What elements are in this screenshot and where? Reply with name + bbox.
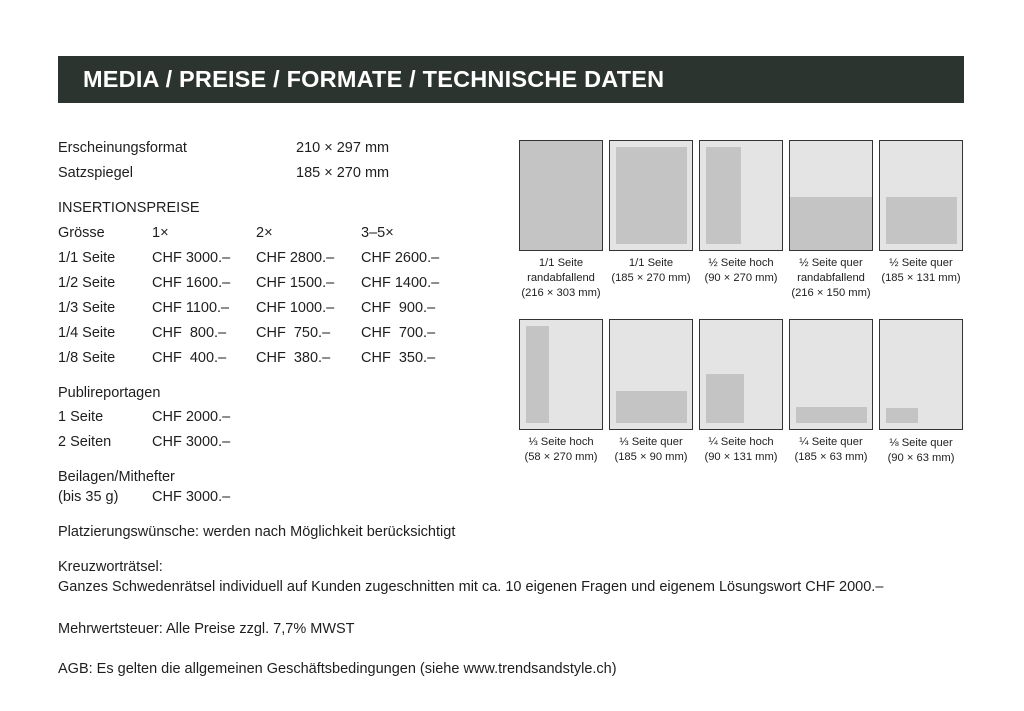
beilagen-price: CHF 3000.– — [152, 489, 231, 505]
format-thumb-eighth-quer — [879, 319, 963, 430]
caption-line: (185 × 131 mm) — [881, 272, 961, 284]
price-cell: CHF 350.– — [361, 350, 436, 366]
ad-area — [886, 197, 957, 244]
beilagen-heading: Beilagen/Mithefter — [58, 469, 175, 485]
format-thumb-half-quer — [879, 140, 963, 251]
price-cell: CHF 750.– — [256, 325, 331, 341]
col-header-1x: 1× — [152, 225, 169, 241]
format-thumb-quarter-quer — [789, 319, 873, 430]
format-thumb-1-1 — [609, 140, 693, 251]
caption-line: ⅓ Seite quer — [619, 436, 683, 448]
format-caption — [784, 256, 878, 301]
price-row-size: 1/8 Seite — [58, 350, 116, 366]
price-cell: CHF 400.– — [152, 350, 227, 366]
price-cell: CHF 1600.– — [152, 275, 231, 291]
publireportagen-heading: Publireportagen — [58, 385, 161, 401]
spec-value-satzspiegel: 185 × 270 mm — [296, 165, 390, 181]
caption-line: (185 × 270 mm) — [611, 272, 691, 284]
caption-line: (216 × 303 mm) — [521, 287, 601, 299]
format-caption — [876, 436, 966, 466]
format-caption — [694, 256, 788, 286]
publireportage-label: 1 Seite — [58, 409, 104, 425]
caption-line: 1/1 Seite — [538, 257, 584, 269]
caption-line: (58 × 270 mm) — [524, 451, 598, 463]
caption-line: ¼ Seite quer — [799, 436, 863, 448]
ad-area — [616, 147, 687, 244]
format-caption — [516, 256, 606, 301]
format-thumb-half-quer-bleed — [789, 140, 873, 251]
kreuzwort-heading: Kreuzworträtsel: — [58, 559, 163, 575]
format-thumb-1-1-bleed — [519, 140, 603, 251]
spec-label-satzspiegel: Satzspiegel — [58, 165, 133, 181]
price-cell: CHF 1500.– — [256, 275, 335, 291]
price-row-size: 1/4 Seite — [58, 325, 116, 341]
caption-line: ½ Seite quer — [889, 257, 953, 269]
format-thumb-third-quer — [609, 319, 693, 430]
price-cell: CHF 1000.– — [256, 300, 335, 316]
price-row-size: 1/2 Seite — [58, 275, 116, 291]
price-cell: CHF 900.– — [361, 300, 436, 316]
format-thumb-quarter-hoch — [699, 319, 783, 430]
publireportage-price: CHF 2000.– — [152, 409, 231, 425]
price-cell: CHF 700.– — [361, 325, 436, 341]
format-caption — [516, 435, 606, 465]
caption-line: ¼ Seite hoch — [708, 436, 774, 448]
caption-line: ½ Seite hoch — [708, 257, 774, 269]
mwst-text: Mehrwertsteuer: Alle Preise zzgl. 7,7% MWST — [58, 621, 355, 637]
ad-area — [790, 197, 872, 250]
caption-line: (90 × 131 mm) — [704, 451, 778, 463]
caption-line: 1/1 Seite — [628, 257, 674, 269]
ad-area — [706, 147, 741, 244]
price-cell: CHF 2800.– — [256, 250, 335, 266]
beilagen-weight: (bis 35 g) — [58, 489, 119, 505]
spec-value-format: 210 × 297 mm — [296, 140, 390, 156]
caption-line: ⅛ Seite quer — [889, 437, 953, 449]
ad-area — [796, 407, 867, 423]
spec-label-format: Erscheinungsformat — [58, 140, 187, 156]
ad-area — [616, 391, 687, 423]
col-header-3-5x: 3–5× — [361, 225, 394, 241]
format-thumb-half-hoch — [699, 140, 783, 251]
agb-text: AGB: Es gelten die allgemeinen Geschäftsbedingungen (siehe www.trendsandstyle.ch) — [58, 661, 617, 677]
caption-line: randabfallend — [527, 272, 595, 284]
ad-area — [886, 408, 918, 423]
kreuzwort-text: Ganzes Schwedenrätsel individuell auf Kunden zugeschnitten mit ca. 10 eigenen Fragen und eigenem Lösungswort CHF 2000.– — [58, 579, 884, 595]
caption-line: (185 × 63 mm) — [794, 451, 868, 463]
caption-line: (90 × 270 mm) — [704, 272, 778, 284]
format-caption — [694, 435, 788, 465]
caption-line: (185 × 90 mm) — [614, 451, 688, 463]
format-caption — [876, 256, 966, 286]
price-row-size: 1/3 Seite — [58, 300, 116, 316]
format-caption — [784, 435, 878, 465]
format-caption — [604, 435, 698, 465]
format-caption — [604, 256, 698, 286]
page-title: MEDIA / PREISE / FORMATE / TECHNISCHE DATEN — [83, 66, 665, 92]
ad-area — [526, 326, 549, 423]
price-cell: CHF 3000.– — [152, 250, 231, 266]
publireportage-label: 2 Seiten — [58, 434, 112, 450]
price-cell: CHF 800.– — [152, 325, 227, 341]
col-header-2x: 2× — [256, 225, 273, 241]
format-thumb-third-hoch — [519, 319, 603, 430]
price-cell: CHF 1100.– — [152, 300, 230, 316]
ad-area — [706, 374, 744, 423]
caption-line: ⅓ Seite hoch — [528, 436, 594, 448]
ad-area — [520, 141, 602, 250]
platzierung-text: Platzierungswünsche: werden nach Möglichkeit berücksichtigt — [58, 524, 456, 540]
col-header-size: Grösse — [58, 225, 105, 241]
caption-line: (90 × 63 mm) — [887, 452, 955, 464]
page-header — [58, 56, 964, 103]
caption-line: ½ Seite quer — [799, 257, 863, 269]
insertion-heading: INSERTIONSPREISE — [58, 200, 200, 216]
caption-line: (216 × 150 mm) — [791, 287, 871, 299]
publireportage-price: CHF 3000.– — [152, 434, 231, 450]
price-cell: CHF 380.– — [256, 350, 331, 366]
price-cell: CHF 1400.– — [361, 275, 440, 291]
caption-line: randabfallend — [797, 272, 865, 284]
price-cell: CHF 2600.– — [361, 250, 440, 266]
price-row-size: 1/1 Seite — [58, 250, 116, 266]
